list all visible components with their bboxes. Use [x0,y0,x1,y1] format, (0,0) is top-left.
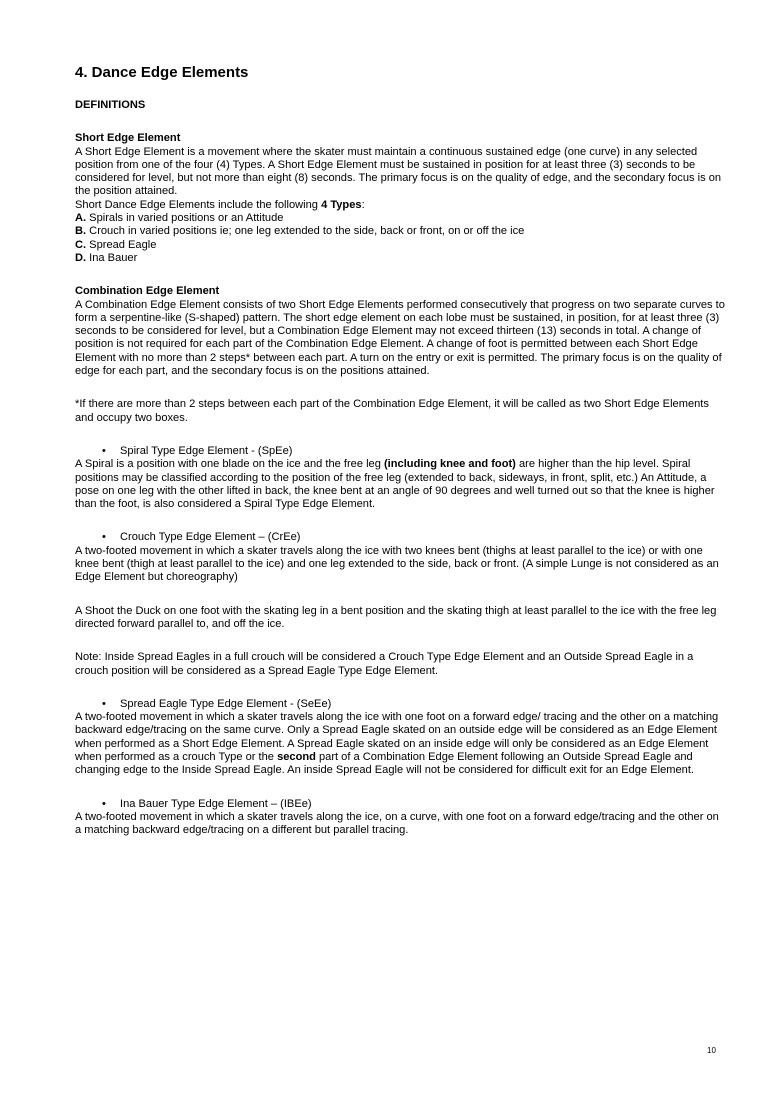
crouch-paragraph: A two-footed movement in which a skater travels along the ice with two knees bent (thighs at least parallel to the ice) or with one knee bent (thigh at least parallel to the ice) and one leg extended to the side, back or front. (A simple Lunge is not considered as an Edge Element but choreography) [75,544,719,584]
bullet-icon: • [102,531,106,544]
definitions-heading: DEFINITIONS [75,99,146,111]
spiral-text: A Spiral is a position with one blade on the ice and the free leg [75,458,384,471]
page-number: 10 [707,1046,716,1055]
bullet-icon: • [102,697,106,710]
spiral-block [75,445,725,511]
duck-block [75,605,725,632]
types-count: 4 Types [321,198,362,211]
bullet-icon: • [102,444,106,457]
spread-eagle-paragraph [75,711,725,777]
spiral-bullet [75,445,725,458]
type-item-d [75,252,725,265]
spread-eagle-text-rest: part of a Combination Edge Element following an Outside Spread Eagle and changing edge to the Inside Spread Eagle. An inside Spread Eagle will not be considered for difficult exit for an Edge Element. [75,750,694,777]
types-intro-text: Short Dance Edge Elements include the following [75,198,322,211]
type-item-c [75,239,725,252]
note-block [75,651,725,678]
type-letter: B. [75,225,87,238]
ina-bauer-bullet-text: Ina Bauer Type Edge Element – (IBEe) [120,797,312,810]
bullet-icon: • [102,797,106,810]
types-colon: : [361,198,365,211]
short-edge-block [75,132,725,265]
ina-bauer-paragraph: A two-footed movement in which a skater travels along the ice, on a curve, with one foot on a forward edge/tracing and the other on a matching backward edge/tracing on a different but parallel tracing. [75,810,719,837]
spiral-paragraph [75,458,725,511]
type-letter: D. [75,251,87,264]
ina-bauer-bullet [75,798,725,811]
spread-eagle-bullet [75,698,725,711]
spiral-bold: (including knee and foot) [383,458,516,471]
type-text: Crouch in varied positions ie; one leg extended to the side, back or front, on or off the ice [86,225,525,238]
type-item-b [75,225,725,238]
type-text: Spirals in varied positions or an Attitude [86,212,284,225]
type-text: Spread Eagle [86,238,157,251]
combination-edge-block [75,285,725,378]
crouch-bullet [75,531,725,544]
ina-bauer-block [75,798,725,838]
types-intro [75,199,725,212]
combination-edge-title: Combination Edge Element [75,285,220,298]
crouch-block [75,531,725,584]
short-edge-title: Short Edge Element [75,132,181,145]
spread-eagle-bullet-text: Spread Eagle Type Edge Element - (SeEe) [120,697,332,710]
spiral-bullet-text: Spiral Type Edge Element - (SpEe) [120,444,293,457]
duck-paragraph: A Shoot the Duck on one foot with the skating leg in a bent position and the skating thigh at least parallel to the ice with the free leg directed forward parallel to, and off the ice. [75,604,717,630]
type-letter: C. [75,238,87,251]
footnote-paragraph: *If there are more than 2 steps between each part of the Combination Edge Element, it will be called as two Short Edge Elements and occupy two boxes. [75,398,709,424]
crouch-bullet-text: Crouch Type Edge Element – (CrEe) [120,531,301,544]
note-paragraph: Note: Inside Spread Eagles in a full crouch will be considered a Crouch Type Edge Element and an Outside Spread Eagle in a crouch position will be considered as a Spread Eagle Type Edge Element. [75,651,694,677]
spiral-text-rest: are higher than the hip level. Spiral positions may be classified according to the position of the free leg (extended to back, sideways, in front, split, etc.) An Attitude, a pose on one leg with the other lifted in back, the knee bent at an angle of 90 degrees and well turned out so that the knee is higher than the foot, is also considered a Spiral Type Edge Element. [75,458,715,511]
short-edge-paragraph: A Short Edge Element is a movement where the skater must maintain a continuous sustained edge (one curve) in any selected position from one of the four (4) Types. A Short Edge Element must be sustained in position for at least three (3) seconds to be considered for level, but not more than eight (8) seconds. The primary focus is on the quality of edge, and the secondary focus is on the position attained. [75,145,722,198]
type-text: Ina Bauer [86,251,138,264]
footnote-block [75,398,725,425]
combination-edge-paragraph: A Combination Edge Element consists of two Short Edge Elements performed consecutively that progress on two separate curves to form a serpentine-like (S-shaped) pattern. The short edge element on each lobe must be sustained, in position, for at least three (3) seconds to be considered for level, but a Combination Edge Element may not exceed thirteen (13) seconds in total. A change of position is not required for each part of the Combination Edge Element. A change of foot is permitted between each Short Edge Element with no more than 2 steps* between each part. A turn on the entry or exit is permitted. The primary focus is on the quality of edge for each part, and the secondary focus is on the positions attained. [75,298,725,378]
type-letter: A. [75,212,87,225]
document-page [75,64,725,857]
section-heading: 4. Dance Edge Elements [75,64,249,81]
spread-eagle-text: A two-footed movement in which a skater travels along the ice with one foot on a forward edge/ tracing and the other on a matching backward edge/tracing on the same curve. Only a Spread Eagle skated on an outside edge will be considered as an Edge Element when performed as a Short Edge Element. A Spread Eagle skated on an inside edge will only be considered as an Edge Element when performed as a crouch Type or the [75,711,719,763]
spread-eagle-block [75,698,725,778]
spread-eagle-bold: second [277,750,316,763]
type-item-a [75,212,725,225]
